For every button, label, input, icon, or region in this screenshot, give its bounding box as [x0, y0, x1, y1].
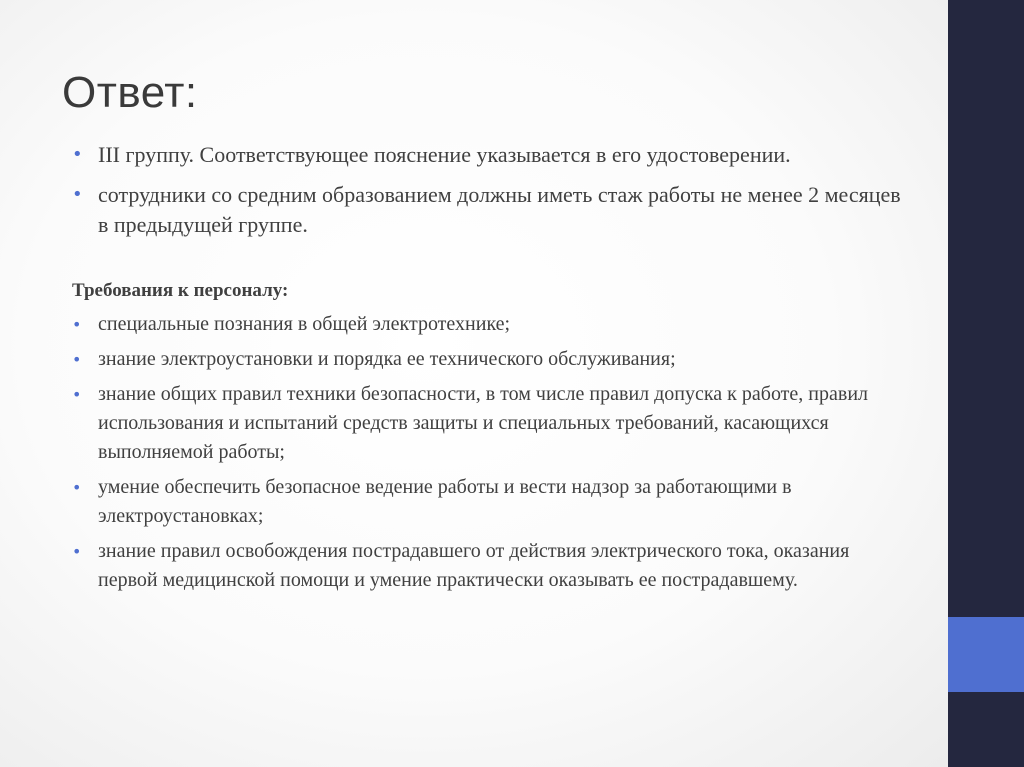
list-item	[72, 380, 902, 467]
bullet-dot-icon: •	[72, 478, 82, 497]
bullet-dot-icon: •	[72, 350, 82, 369]
list-item-text: специальные познания в общей электротехнике;	[98, 313, 511, 335]
bullet-dot-icon: •	[72, 542, 82, 561]
bullet-dot-icon: •	[72, 385, 82, 404]
bullet-dot-icon: •	[72, 315, 82, 334]
slide-content	[72, 140, 902, 601]
list-item	[72, 345, 902, 374]
list-item	[72, 537, 902, 595]
list-item-text: знание электроустановки и порядка ее технического обслуживания;	[98, 348, 676, 370]
list-item	[72, 310, 902, 339]
list-item	[72, 180, 902, 240]
answer-list	[72, 140, 902, 240]
list-item-text: умение обеспечить безопасное ведение работы и вести надзор за работающими в электроустановках;	[98, 476, 792, 527]
list-item	[72, 140, 902, 170]
list-item-text: знание правил освобождения пострадавшего от действия электрического тока, оказания первой медицинской помощи и умение практически оказывать ее пострадавшему.	[98, 540, 850, 591]
list-item-text: III группу. Соответствующее пояснение указывается в его удостоверении.	[98, 142, 791, 167]
requirements-list	[72, 310, 902, 595]
bullet-dot-icon: •	[72, 144, 83, 165]
list-item-text: знание общих правил техники безопасности, в том числе правил допуска к работе, правил использования и испытаний средств защиты и специальных требований, касающихся выполняемой работы;	[98, 383, 868, 463]
bullet-dot-icon: •	[72, 184, 83, 205]
sidebar-accent-block	[948, 617, 1024, 692]
list-item	[72, 473, 902, 531]
requirements-heading: Требования к персоналу:	[72, 280, 289, 301]
slide-title: Ответ:	[62, 68, 198, 117]
list-item-text: сотрудники со средним образованием должны иметь стаж работы не менее 2 месяцев в предыдущей группе.	[98, 182, 901, 237]
